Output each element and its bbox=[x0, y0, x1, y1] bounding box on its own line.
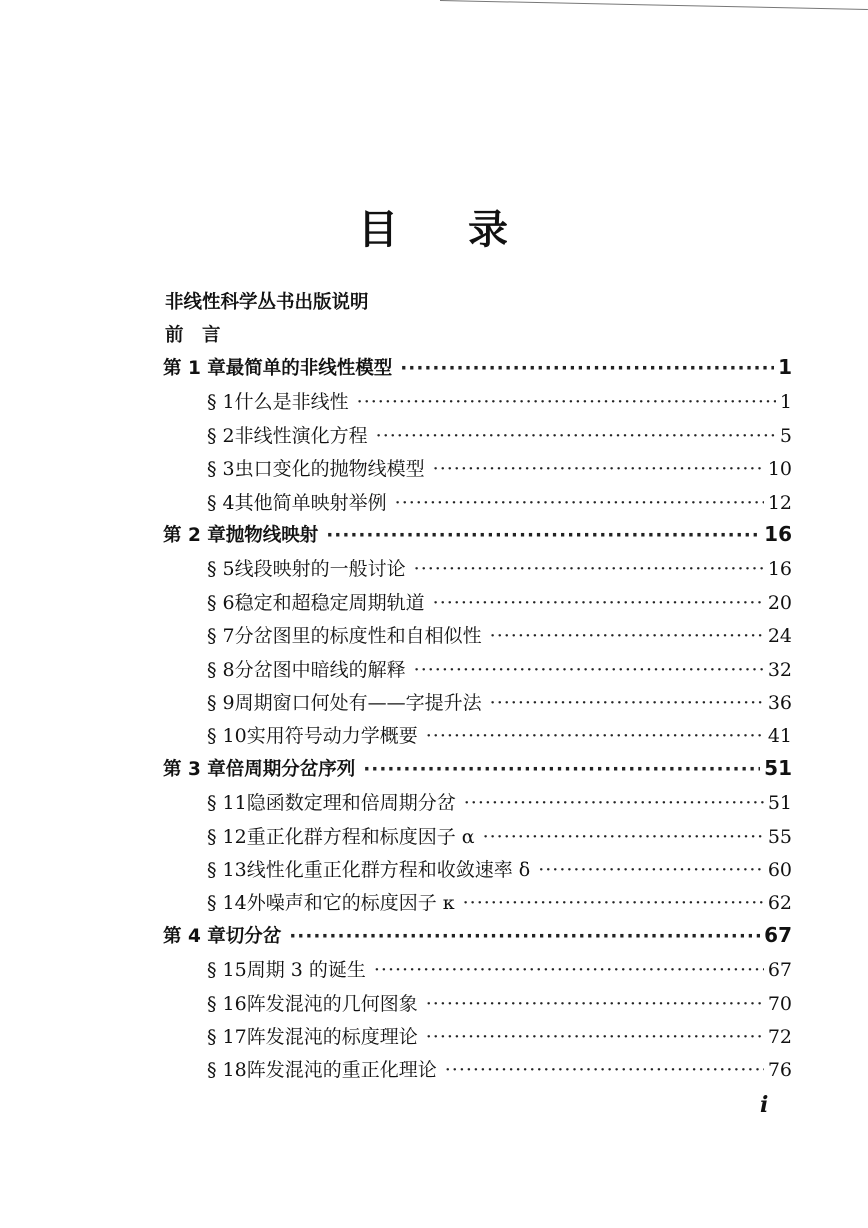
toc-chapter-row[interactable] bbox=[163, 354, 792, 384]
section-number: § 9 bbox=[207, 692, 235, 714]
toc-entry-title: 阵发混沌的重正化理论 bbox=[246, 1059, 437, 1081]
section-number: § 8 bbox=[207, 659, 235, 681]
section-number: § 6 bbox=[207, 592, 235, 614]
section-number: § 1 bbox=[207, 391, 235, 413]
dot-leader bbox=[395, 492, 764, 514]
dot-leader bbox=[483, 826, 764, 848]
toc-page-number: 60 bbox=[767, 859, 792, 881]
section-number: § 11 bbox=[207, 792, 247, 814]
toc-page-number: 36 bbox=[767, 692, 792, 714]
dot-leader bbox=[464, 792, 764, 814]
toc-section-row[interactable] bbox=[207, 688, 792, 718]
dot-leader bbox=[289, 926, 760, 947]
title-char-2: 录 bbox=[468, 207, 510, 253]
toc-page-number: 72 bbox=[767, 1026, 792, 1048]
toc-entry-title: 非线性演化方程 bbox=[234, 425, 368, 447]
toc-section-row[interactable] bbox=[207, 721, 792, 751]
front-matter-label: 非线性科学丛书出版说明 bbox=[165, 292, 369, 313]
toc-entry-title: 外噪声和它的标度因子 κ bbox=[246, 892, 455, 914]
toc-section-row[interactable] bbox=[207, 621, 792, 651]
dot-leader bbox=[426, 725, 764, 747]
toc-section-row[interactable] bbox=[207, 387, 792, 417]
section-number: § 17 bbox=[207, 1026, 247, 1048]
toc-page-number: 67 bbox=[767, 959, 792, 981]
toc-section-row[interactable] bbox=[207, 1022, 792, 1052]
front-matter-publishing-note[interactable] bbox=[165, 288, 785, 318]
toc-entry-title: 分岔图里的标度性和自相似性 bbox=[234, 625, 482, 647]
toc-page-number: 1 bbox=[779, 391, 792, 413]
toc-page-number: 16 bbox=[767, 558, 792, 580]
toc-chapter-row[interactable] bbox=[163, 755, 792, 785]
toc-entry-title: 切分岔 bbox=[225, 926, 282, 947]
section-number: § 15 bbox=[207, 959, 247, 981]
toc-section-row[interactable] bbox=[207, 588, 792, 618]
dot-leader bbox=[463, 892, 764, 914]
toc-entry-title: 分岔图中暗线的解释 bbox=[234, 659, 406, 681]
toc-page-number: 67 bbox=[764, 923, 792, 947]
dot-leader bbox=[357, 391, 776, 413]
toc-entry-title: 周期 3 的诞生 bbox=[246, 959, 366, 981]
front-matter-label: 前 言 bbox=[165, 325, 221, 346]
chapter-number: 第 2 章 bbox=[163, 525, 226, 546]
toc-page-number: 51 bbox=[764, 756, 792, 780]
section-number: § 12 bbox=[207, 826, 247, 848]
toc-section-row[interactable] bbox=[207, 822, 792, 852]
toc-page-number: 41 bbox=[767, 725, 792, 747]
toc-page-number: 12 bbox=[767, 492, 792, 514]
toc-chapter-row[interactable] bbox=[163, 521, 792, 551]
toc-entry-title: 线性化重正化群方程和收敛速率 δ bbox=[246, 859, 531, 881]
chapter-number: 第 1 章 bbox=[163, 358, 226, 379]
dot-leader bbox=[445, 1059, 764, 1081]
toc-section-row[interactable] bbox=[207, 989, 792, 1019]
section-number: § 16 bbox=[207, 993, 247, 1015]
toc-entry-title: 重正化群方程和标度因子 α bbox=[246, 826, 475, 848]
toc-chapter-row[interactable] bbox=[163, 922, 792, 952]
toc-entry-title: 什么是非线性 bbox=[234, 391, 349, 413]
toc-entry-title: 周期窗口何处有——字提升法 bbox=[234, 692, 482, 714]
section-number: § 5 bbox=[207, 558, 235, 580]
toc-entry-title: 实用符号动力学概要 bbox=[246, 725, 418, 747]
toc-section-row[interactable] bbox=[207, 855, 792, 885]
section-number: § 14 bbox=[207, 892, 247, 914]
toc-section-row[interactable] bbox=[207, 1055, 792, 1085]
section-number: § 13 bbox=[207, 859, 247, 881]
chapter-number: 第 4 章 bbox=[163, 926, 226, 947]
dot-leader bbox=[400, 358, 774, 379]
toc-page-number: 5 bbox=[779, 425, 792, 447]
toc-page-number: 76 bbox=[767, 1059, 792, 1081]
toc-page-number: 51 bbox=[767, 792, 792, 814]
toc-page-number: 70 bbox=[767, 993, 792, 1015]
toc-entry-title: 阵发混沌的几何图象 bbox=[246, 993, 418, 1015]
toc-entry-title: 其他简单映射举例 bbox=[234, 492, 387, 514]
toc-page-number: 1 bbox=[778, 355, 792, 379]
toc-section-row[interactable] bbox=[207, 788, 792, 818]
toc-entry-title: 阵发混沌的标度理论 bbox=[246, 1026, 418, 1048]
toc-section-row[interactable] bbox=[207, 888, 792, 918]
dot-leader bbox=[426, 993, 764, 1015]
toc-section-row[interactable] bbox=[207, 554, 792, 584]
toc-page-number: 16 bbox=[764, 522, 792, 546]
dot-leader bbox=[490, 692, 764, 714]
toc-page-number: 10 bbox=[767, 458, 792, 480]
toc-entry-title: 最简单的非线性模型 bbox=[225, 358, 393, 379]
page-number: i bbox=[760, 1092, 769, 1118]
scan-edge-line bbox=[440, 0, 868, 24]
dot-leader bbox=[326, 525, 760, 546]
section-number: § 2 bbox=[207, 425, 235, 447]
page-title bbox=[0, 198, 868, 255]
toc-page-number: 32 bbox=[767, 659, 792, 681]
dot-leader bbox=[363, 759, 760, 780]
dot-leader bbox=[376, 425, 776, 447]
section-number: § 3 bbox=[207, 458, 235, 480]
toc-page-number: 62 bbox=[767, 892, 792, 914]
dot-leader bbox=[426, 1026, 764, 1048]
toc-section-row[interactable] bbox=[207, 488, 792, 518]
toc-section-row[interactable] bbox=[207, 655, 792, 685]
dot-leader bbox=[433, 592, 764, 614]
toc-section-row[interactable] bbox=[207, 454, 792, 484]
dot-leader bbox=[414, 558, 764, 580]
dot-leader bbox=[490, 625, 764, 647]
toc-entry-title: 虫口变化的抛物线模型 bbox=[234, 458, 425, 480]
dot-leader bbox=[414, 659, 764, 681]
dot-leader bbox=[433, 458, 764, 480]
toc-page-number: 20 bbox=[767, 592, 792, 614]
chapter-number: 第 3 章 bbox=[163, 759, 226, 780]
toc-page-number: 55 bbox=[767, 826, 792, 848]
toc-section-row[interactable] bbox=[207, 421, 792, 451]
toc-page-number: 24 bbox=[767, 625, 792, 647]
section-number: § 10 bbox=[207, 725, 247, 747]
title-char-1: 目 bbox=[358, 207, 400, 253]
front-matter-preface[interactable] bbox=[165, 321, 785, 351]
section-number: § 4 bbox=[207, 492, 235, 514]
dot-leader bbox=[538, 859, 764, 881]
toc-section-row[interactable] bbox=[207, 955, 792, 985]
toc-entry-title: 线段映射的一般讨论 bbox=[234, 558, 406, 580]
toc-entry-title: 倍周期分岔序列 bbox=[225, 759, 356, 780]
toc-entry-title: 隐函数定理和倍周期分岔 bbox=[246, 792, 456, 814]
section-number: § 18 bbox=[207, 1059, 247, 1081]
dot-leader bbox=[374, 959, 764, 981]
section-number: § 7 bbox=[207, 625, 235, 647]
toc-entry-title: 抛物线映射 bbox=[225, 525, 319, 546]
toc-entry-title: 稳定和超稳定周期轨道 bbox=[234, 592, 425, 614]
